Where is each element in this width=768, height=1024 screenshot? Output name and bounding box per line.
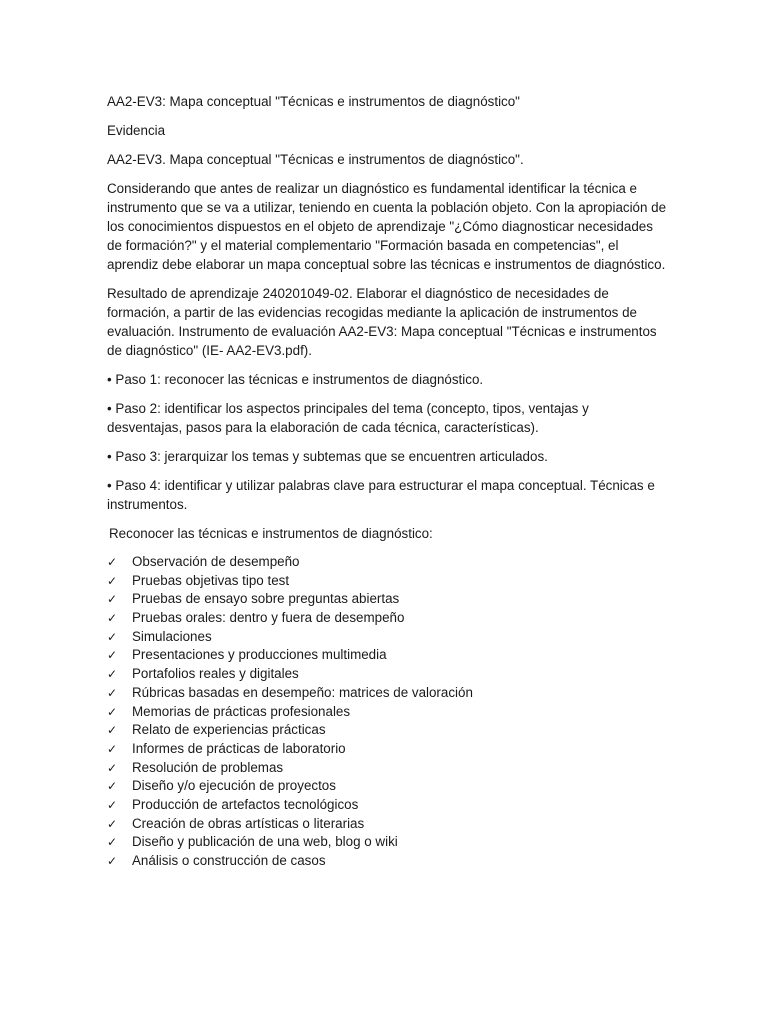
step-2: • Paso 2: identificar los aspectos principales del tema (concepto, tipos, ventajas y desventajas, pasos para la elaboración de cada técnica, características). bbox=[107, 401, 589, 435]
list-item-label: Producción de artefactos tecnológicos bbox=[132, 796, 359, 812]
list-item bbox=[107, 572, 667, 591]
list-item bbox=[107, 796, 667, 815]
checkmark-icon: ✓ bbox=[107, 797, 118, 812]
list-item-label: Memorias de prácticas profesionales bbox=[132, 703, 351, 719]
step-3: • Paso 3: jerarquizar los temas y subtemas que se encuentren articulados. bbox=[107, 449, 548, 464]
evidencia-label: Evidencia bbox=[107, 123, 166, 138]
list-item-label: Portafolios reales y digitales bbox=[132, 666, 299, 682]
checkmark-icon: ✓ bbox=[107, 667, 118, 682]
list-item-label: Pruebas orales: dentro y fuera de desempeño bbox=[132, 610, 405, 626]
list-item-label: Presentaciones y producciones multimedia bbox=[132, 647, 387, 663]
result-paragraph: Resultado de aprendizaje 240201049-02. Elaborar el diagnóstico de necesidades de formación, a partir de las evidencias recogidas mediante la aplicación de instrumentos de evaluación. Instrumento de evaluación AA2-EV3: Mapa conceptual "Técnicas e instrumentos de diagnóstico" (IE- AA2-EV3.pdf). bbox=[107, 286, 657, 358]
list-item bbox=[107, 852, 667, 871]
checkmark-icon: ✓ bbox=[107, 611, 118, 626]
document-subtitle: AA2-EV3. Mapa conceptual "Técnicas e instrumentos de diagnóstico". bbox=[107, 152, 524, 167]
checkmark-icon: ✓ bbox=[107, 854, 118, 868]
list-item bbox=[107, 759, 667, 778]
list-item bbox=[107, 721, 667, 740]
checkmark-icon: ✓ bbox=[107, 816, 118, 831]
step-4: • Paso 4: identificar y utilizar palabras clave para estructurar el mapa conceptual. Técnicas e instrumentos. bbox=[107, 478, 655, 512]
list-item-label: Análisis o construcción de casos bbox=[132, 853, 326, 868]
checklist bbox=[107, 553, 667, 871]
step-1: • Paso 1: reconocer las técnicas e instrumentos de diagnóstico. bbox=[107, 372, 484, 387]
list-item-label: Informes de prácticas de laboratorio bbox=[132, 740, 346, 756]
list-item bbox=[107, 833, 667, 852]
list-item bbox=[107, 553, 667, 572]
checkmark-icon: ✓ bbox=[107, 704, 118, 719]
list-item bbox=[107, 590, 667, 609]
checkmark-icon: ✓ bbox=[107, 723, 118, 738]
list-item bbox=[107, 646, 667, 665]
intro-paragraph: Considerando que antes de realizar un diagnóstico es fundamental identificar la técnica e instrumento que se va a utilizar, teniendo en cuenta la población objeto. Con la apropiación de los conocimientos dispuestos en el objeto de aprendizaje "¿Cómo diagnosticar necesidades de formación?" y el material complementario "Formación basada en competencias", el aprendiz debe elaborar un mapa conceptual sobre las técnicas e instrumentos de diagnóstico. bbox=[107, 181, 667, 272]
checkmark-icon: ✓ bbox=[107, 573, 118, 588]
list-item-label: Creación de obras artísticas o literarias bbox=[132, 815, 365, 831]
checkmark-icon: ✓ bbox=[107, 555, 118, 569]
list-item-label: Simulaciones bbox=[132, 628, 212, 644]
list-heading: Reconocer las técnicas e instrumentos de diagnóstico: bbox=[109, 526, 433, 541]
list-item-label: Diseño y publicación de una web, blog o wiki bbox=[132, 834, 398, 850]
list-item bbox=[107, 703, 667, 722]
checkmark-icon: ✓ bbox=[107, 592, 118, 607]
checkmark-icon: ✓ bbox=[107, 779, 118, 794]
checkmark-icon: ✓ bbox=[107, 741, 118, 756]
list-item bbox=[107, 665, 667, 684]
list-item-label: Rúbricas basadas en desempeño: matrices de valoración bbox=[132, 684, 473, 700]
list-item-label: Diseño y/o ejecución de proyectos bbox=[132, 778, 336, 794]
list-item-label: Resolución de problemas bbox=[132, 759, 284, 775]
checkmark-icon: ✓ bbox=[107, 648, 118, 663]
checkmark-icon: ✓ bbox=[107, 685, 118, 700]
list-item bbox=[107, 609, 667, 628]
document-title: AA2-EV3: Mapa conceptual "Técnicas e instrumentos de diagnóstico" bbox=[107, 94, 520, 109]
list-item bbox=[107, 815, 667, 834]
list-item-label: Pruebas objetivas tipo test bbox=[132, 572, 290, 588]
list-item bbox=[107, 684, 667, 703]
list-item bbox=[107, 740, 667, 759]
list-item bbox=[107, 777, 667, 796]
document-content bbox=[107, 92, 667, 871]
checkmark-icon: ✓ bbox=[107, 835, 118, 850]
checkmark-icon: ✓ bbox=[107, 760, 118, 775]
list-item-label: Pruebas de ensayo sobre preguntas abiertas bbox=[132, 591, 400, 607]
list-item-label: Observación de desempeño bbox=[132, 554, 300, 569]
list-item bbox=[107, 628, 667, 647]
list-item-label: Relato de experiencias prácticas bbox=[132, 722, 326, 738]
checkmark-icon: ✓ bbox=[107, 629, 118, 644]
